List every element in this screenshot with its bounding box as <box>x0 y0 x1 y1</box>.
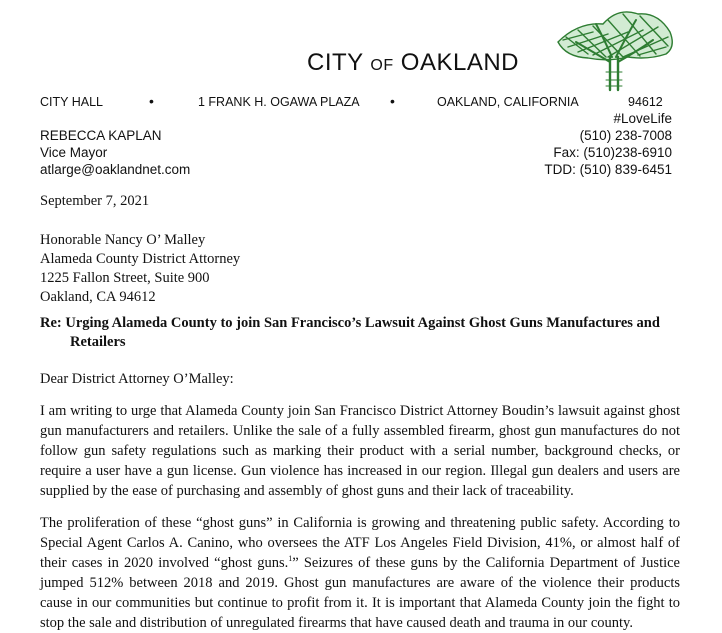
footnote-marker: 1 <box>288 554 293 564</box>
paragraph-2-part-a: The proliferation of these “ghost guns” in California is growing and threatening public safety. According to Special Agent Carlos A. Canino, who oversees the ATF Los Angeles Field Division, 41%, or almost half of their cases in 2020 involved “ghost guns. <box>40 515 680 571</box>
address-bullet-1: • <box>149 93 154 109</box>
sender-name: REBECCA KAPLAN <box>40 128 162 143</box>
recipient-line: Alameda County District Attorney <box>40 251 241 267</box>
address-city-hall: CITY HALL <box>40 95 103 109</box>
fax-number: Fax: (510)238-6910 <box>553 145 672 160</box>
recipient-address <box>40 231 680 307</box>
recipient-line: Honorable Nancy O’ Malley <box>40 232 206 248</box>
hashtag: #LoveLife <box>613 111 672 126</box>
address-street: 1 FRANK H. OGAWA PLAZA <box>198 95 360 109</box>
paragraph-2-part-b: ” Seizures of these guns by the California Department of Justice jumped 512% between 2018 and 2019. Ghost gun manufactures are aware of the violence their products cause in our communities but continue to profit from it. It is important that Alameda County join the fight to stop the sale and distribution of unregulated firearms that have caused death and trauma in our county. <box>40 555 680 631</box>
letter-date: September 7, 2021 <box>40 193 150 209</box>
city-title-of: OF <box>370 57 394 74</box>
phone-number: (510) 238-7008 <box>579 128 672 143</box>
oak-tree-logo-icon <box>548 2 678 92</box>
address-city: OAKLAND, CALIFORNIA <box>437 95 579 109</box>
paragraph-2 <box>40 513 680 633</box>
sender-block <box>40 127 190 178</box>
contact-block <box>544 110 672 178</box>
sender-email: atlarge@oaklandnet.com <box>40 162 191 177</box>
recipient-line: Oakland, CA 94612 <box>40 289 156 305</box>
sender-title: Vice Mayor <box>40 145 108 160</box>
salutation: Dear District Attorney O’Malley: <box>40 371 234 387</box>
subject-line <box>40 314 680 352</box>
city-title: CITY OF OAKLAND <box>307 49 519 76</box>
address-bullet-2: • <box>390 93 395 109</box>
address-zip: 94612 <box>628 95 663 109</box>
paragraph-1: I am writing to urge that Alameda County join San Francisco District Attorney Boudin’s lawsuit against ghost gun manufacturers and retailers. Unlike the sale of a fully assembled firearm, ghost gun manufactures do not follow gun safety regulations such as marking their product with a serial number, background checks, or require a user have a gun license. Gun violence has increased in our region. Illegal gun dealers and users are supplied by the ease of purchasing and assembly of ghost guns and their lack of traceability. <box>40 403 680 499</box>
recipient-line: 1225 Fallon Street, Suite 900 <box>40 270 210 286</box>
subject-line-2: Retailers <box>70 334 126 350</box>
subject-line-1: Re: Urging Alameda County to join San Francisco’s Lawsuit Against Ghost Guns Manufactures and <box>40 315 660 331</box>
tdd-number: TDD: (510) 839-6451 <box>544 162 672 177</box>
